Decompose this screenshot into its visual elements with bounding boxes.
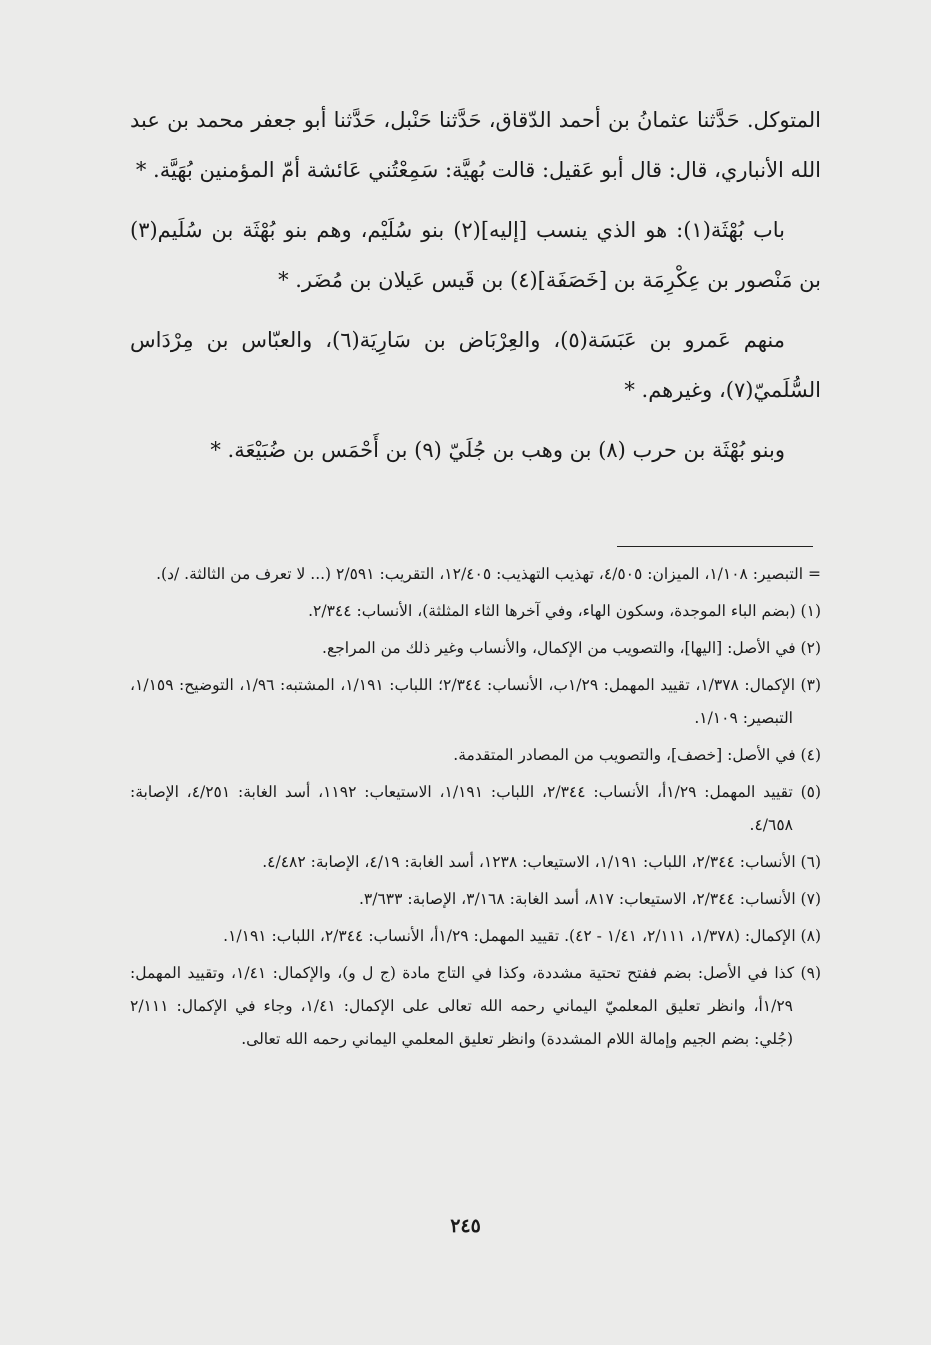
paragraph-4: وبنو بُهْثَة بن حرب (٨) بن وهب بن جُلَيّ (٩) بن أَحْمَس بن ضُبَيْعَة. * [210, 438, 785, 462]
footnote-7: (٧) الأنساب: ٢/٣٤٤، الاستيعاب: ٨١٧، أسد الغابة: ٣/١٦٨، الإصابة: ٣/٦٣٣. [358, 890, 821, 908]
footnote-8: (٨) الإكمال: (١/٣٧٨، ٢/١١١، ١/٤١ - ٤٢). تقييد المهمل: ١/٢٩أ، الأنساب: ٢/٣٤٤، اللباب: ١/١٩١. [223, 927, 821, 945]
footnote-9: (٩) كذا في الأصل: بضم ففتح تحتية مشددة، وكذا في التاج مادة (ج ل و)، والإكمال: ١/٤١، وتقييد المهمل: ١/٢٩أ، وانظر تعليق المعلميّ اليماني رحمه الله تعالى على الإكمال: ١/٤١، وجاء في الإكمال: ٢/١١١ (جُلي: بضم الجيم وإمالة اللام المشددة) وانظر تعليق المعلمي اليماني رحمه الله تعالى. [130, 964, 821, 1048]
footnotes [130, 558, 821, 1060]
paragraph-1: المتوكل. حَدَّثنا عثمانُ بن أحمد الدّقاق، حَدَّثنا حَنْبل، حَدَّثنا أبو جعفر محمد بن عبد الله الأنباري، قال: قال أبو عَقيل: قالت بُهيَّة: سَمِعْتُني عَائشة أمّ المؤمنين بُهَيَّة. * [130, 108, 821, 182]
paragraph-3: منهم عَمرو بن عَبَسَة(٥)، والعِرْبَاض بن سَارِيَة(٦)، والعبّاس بن مِرْدَاس السُّلَميّ(٧)، وغيرهم. * [130, 328, 821, 402]
footnote-5: (٥) تقييد المهمل: ١/٢٩أ، الأنساب: ٢/٣٤٤، اللباب: ١/١٩١، الاستيعاب: ١١٩٢، أسد الغابة: ٤/٢٥١، الإصابة: ٤/٦٥٨. [130, 783, 822, 834]
footnote-continuation: = التبصير: ١/١٠٨، الميزان: ٤/٥٠٥، تهذيب التهذيب: ١٢/٤٠٥، التقريب: ٢/٥٩١ (... لا تعرف من الثالثة. /د). [156, 565, 821, 583]
footnote-4: (٤) في الأصل: [خصف]، والتصويب من المصادر المتقدمة. [453, 746, 821, 764]
footnote-2: (٢) في الأصل: [اليها]، والتصويب من الإكمال، والأنساب وغير ذلك من المراجع. [322, 639, 821, 657]
paragraph-2: باب بُهْثَة(١): هو الذي ينسب [إليه](٢) بنو سُلَيْم، وهم بنو بُهْثَة بن سُلَيم(٣) بن مَنْصور بن عِكْرِمَة بن [خَصَفَة](٤) بن قَيس عَيلان بن مُضَر. * [130, 218, 821, 292]
footnote-3: (٣) الإكمال: ١/٣٧٨، تقييد المهمل: ١/٢٩ب، الأنساب: ٢/٣٤٤؛ اللباب: ١/١٩١، المشتبه: ١/٩٦، التوضيح: ١/١٥٩، التبصير: ١/١٠٩. [130, 676, 821, 727]
main-text [130, 95, 821, 475]
footnote-separator [617, 546, 813, 547]
footnote-1: (١) (بضم الباء الموجدة، وسكون الهاء، وفي آخرها الثاء المثلثة)، الأنساب: ٢/٣٤٤. [308, 602, 821, 620]
footnote-6: (٦) الأنساب: ٢/٣٤٤، اللباب: ١/١٩١، الاستيعاب: ١٢٣٨، أسد الغابة: ٤/١٩، الإصابة: ٤/٤٨٢. [262, 853, 821, 871]
page-number: ٢٤٥ [450, 1215, 481, 1237]
